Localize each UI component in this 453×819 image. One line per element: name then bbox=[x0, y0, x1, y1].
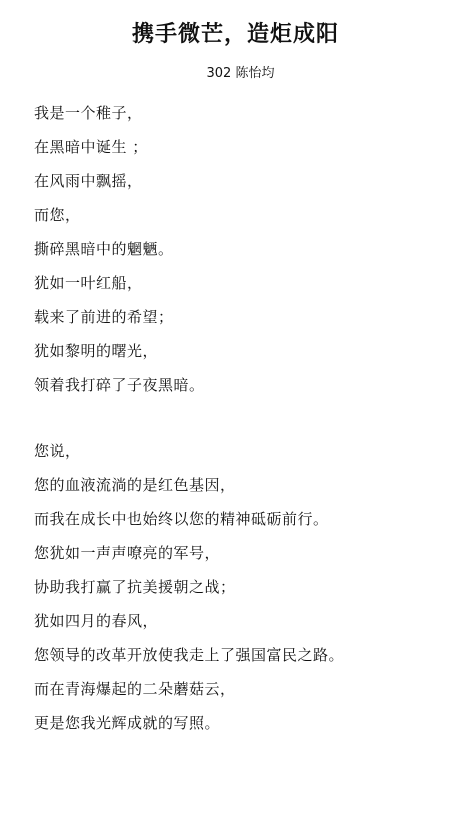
poem-line: 而我在成长中也始终以您的精神砥砺前行。 bbox=[34, 510, 329, 528]
poem-line: 犹如四月的春风， bbox=[34, 612, 159, 630]
stanza-divider bbox=[34, 402, 446, 434]
poem-line: 领着我打碎了子夜黑暗。 bbox=[34, 376, 205, 394]
stanza-2 bbox=[34, 434, 446, 740]
poem-line: 协助我打赢了抗美援朝之战； bbox=[34, 578, 236, 596]
poem-line: 在黑暗中诞生 ； bbox=[34, 138, 148, 156]
poem-title: 携手微芒，造炬成阳 bbox=[131, 21, 339, 47]
poem-line: 犹如一叶红船， bbox=[34, 274, 143, 292]
poem-line: 您的血液流淌的是红色基因， bbox=[34, 476, 236, 494]
poem-line: 而在青海爆起的二朵蘑菇云， bbox=[34, 680, 236, 698]
poem-line: 撕碎黑暗中的魍魉。 bbox=[34, 240, 174, 258]
poem-line: 我是一个稚子， bbox=[34, 104, 143, 122]
poem-line: 您犹如一声声嘹亮的军号， bbox=[34, 544, 221, 562]
poem-line: 犹如黎明的曙光， bbox=[34, 342, 159, 360]
poem-line: 您说， bbox=[34, 442, 81, 460]
stanza-1 bbox=[34, 96, 446, 402]
poem-line: 您领导的改革开放使我走上了强国富民之路。 bbox=[34, 646, 345, 664]
poem-line: 载来了前进的希望； bbox=[34, 308, 174, 326]
poem-author: 302 陈怡均 bbox=[206, 66, 275, 81]
poem-line: 而您， bbox=[34, 206, 81, 224]
poem-line: 在风雨中飘摇， bbox=[34, 172, 143, 190]
poem-body bbox=[34, 96, 446, 740]
poem-line: 更是您我光辉成就的写照。 bbox=[34, 714, 221, 732]
